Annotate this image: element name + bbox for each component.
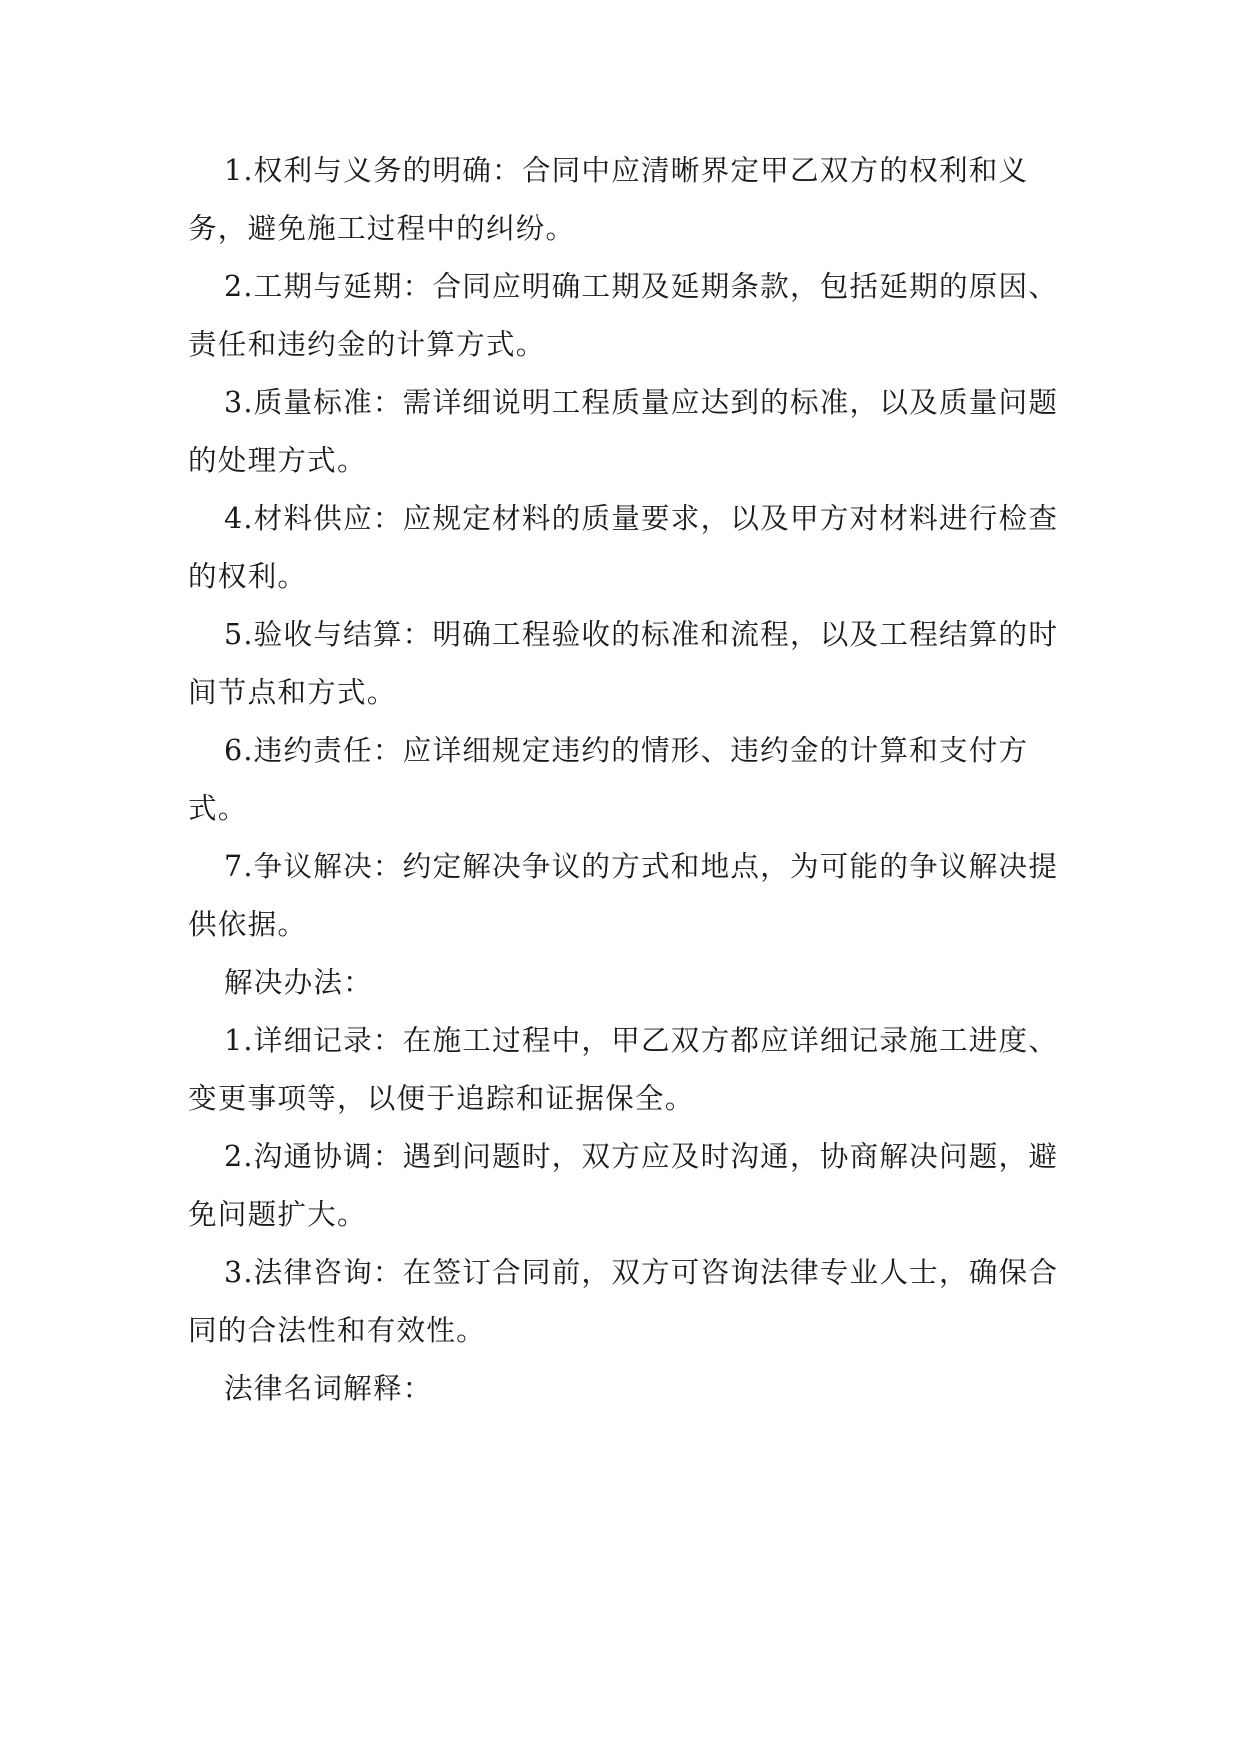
solution-legal-consultation [188, 1243, 1059, 1359]
solution-detailed-records [188, 1011, 1059, 1127]
requirement-material-supply [188, 489, 1059, 605]
text-line: 6.违约责任：应详细规定违约的情形、违约金的计算和支付方 [224, 733, 1029, 767]
text-line: 2.工期与延期：合同应明确工期及延期条款，包括延期的原因、 [224, 269, 1059, 303]
text-line: 3.质量标准：需详细说明工程质量应达到的标准，以及质量问题 [224, 385, 1059, 419]
requirement-breach-liability [188, 721, 1054, 837]
requirement-quality-standard [188, 373, 1059, 489]
glossary-section [188, 1359, 1054, 1417]
requirement-dispute-resolution [188, 837, 1059, 953]
document-page [188, 141, 1059, 1417]
text-line: 1.权利与义务的明确：合同中应清晰界定甲乙双方的权利和义 [224, 153, 1029, 187]
text-line: 1.详细记录：在施工过程中，甲乙双方都应详细记录施工进度、 [224, 1023, 1059, 1057]
heading-text: 解决办法： [224, 965, 373, 999]
text-line: 7.争议解决：约定解决争议的方式和地点，为可能的争议解决提 [224, 849, 1059, 883]
heading-text: 法律名词解释： [224, 1371, 433, 1405]
text-line: 免问题扩大。 [188, 1197, 367, 1231]
solutions-section [188, 953, 1059, 1359]
text-line: 5.验收与结算：明确工程验收的标准和流程，以及工程结算的时 [224, 617, 1059, 651]
text-line: 务，避免施工过程中的纠纷。 [188, 211, 576, 245]
contract-requirements-list [188, 141, 1059, 953]
section-heading-glossary [188, 1359, 1054, 1417]
text-line: 责任和违约金的计算方式。 [188, 327, 546, 361]
text-line: 2.沟通协调：遇到问题时，双方应及时沟通，协商解决问题，避 [224, 1139, 1059, 1173]
requirement-schedule-delay [188, 257, 1059, 373]
requirement-acceptance-settlement [188, 605, 1059, 721]
text-line: 变更事项等，以便于追踪和证据保全。 [188, 1081, 695, 1115]
solution-communication [188, 1127, 1059, 1243]
text-line: 式。 [188, 791, 248, 825]
text-line: 3.法律咨询：在签订合同前，双方可咨询法律专业人士，确保合 [224, 1255, 1059, 1289]
text-line: 供依据。 [188, 907, 308, 941]
text-line: 4.材料供应：应规定材料的质量要求，以及甲方对材料进行检查 [224, 501, 1059, 535]
text-line: 的权利。 [188, 559, 308, 593]
requirement-rights-obligations [188, 141, 1054, 257]
text-line: 间节点和方式。 [188, 675, 397, 709]
section-heading-solutions [188, 953, 1054, 1011]
text-line: 的处理方式。 [188, 443, 367, 477]
text-line: 同的合法性和有效性。 [188, 1313, 486, 1347]
